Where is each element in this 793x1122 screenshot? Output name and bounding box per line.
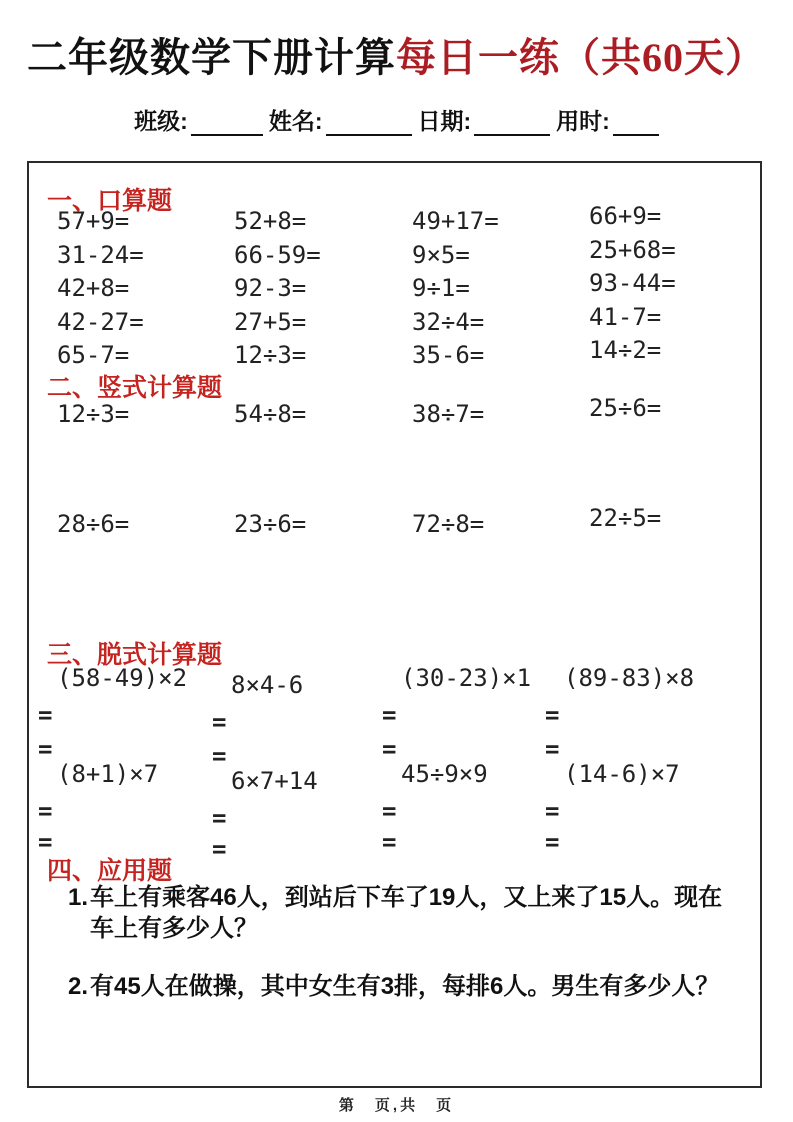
oral-problem: 14÷2= [589,336,662,364]
oral-problem: 25+68= [589,235,676,264]
stepwise-problem [545,664,754,769]
stepwise-expression: (8+1)×7 [57,760,159,788]
time-field [556,103,659,136]
time-label: 用时: [556,108,610,134]
equals-line: = [212,804,227,832]
vertical-problem: 54÷8= [234,400,307,428]
stepwise-problem [382,664,545,769]
stepwise-problem [38,760,212,859]
page-title [0,26,793,83]
stepwise-expression: (14-6)×7 [564,760,680,788]
equals-line: = [545,701,560,729]
word-problem-number: 1. [68,884,89,911]
page-title-red: 每日一练（共60天） [396,35,766,80]
vertical-problem: 72÷8= [412,510,485,538]
worksheet-body [27,161,762,1088]
stepwise-group-1 [38,664,754,769]
vertical-problem: 38÷7= [412,400,485,428]
oral-problem: 65-7= [57,341,130,369]
stepwise-expression: (89-83)×8 [564,664,695,692]
word-problem-text: 有45人在做操，其中女生有3排，每排6人。男生有多少人？ [90,973,720,1000]
word-problem-2 [68,971,738,1002]
oral-problem: 9×5= [412,240,470,269]
stepwise-expression: 45÷9×9 [401,760,488,788]
equals-line: = [212,835,227,863]
stepwise-expression: (30-23)×1 [401,664,532,692]
stepwise-expression: (58-49)×2 [57,664,188,692]
vertical-problem: 23÷6= [234,510,307,538]
stepwise-problem [212,767,382,866]
date-blank [474,110,550,136]
page-title-black: 二年级数学下册计算 [27,35,396,80]
oral-problem: 92-3= [234,274,307,302]
equals-line: = [382,735,397,763]
equals-line: = [382,701,397,729]
stepwise-group-2 [38,760,754,863]
oral-problem: 52+8= [234,207,307,235]
oral-problem: 32÷4= [412,307,485,336]
equals-line: = [212,742,227,770]
vertical-problem: 28÷6= [57,510,130,538]
oral-problem: 42-27= [57,307,144,336]
oral-problem: 66+9= [589,202,662,230]
vertical-problem: 25÷6= [589,394,662,422]
section-heading-word: 四、应用题 [47,858,173,885]
stepwise-expression: 8×4-6 [231,671,304,699]
section-heading-oral: 一、口算题 [47,188,173,215]
equals-line: = [545,828,560,856]
oral-problem: 42+8= [57,274,130,302]
equals-line: = [382,797,397,825]
stepwise-expression: 6×7+14 [231,767,318,795]
oral-problem: 9÷1= [412,274,470,302]
oral-problem: 41-7= [589,302,662,331]
class-field [134,103,263,136]
name-label: 姓名: [268,108,323,134]
vertical-problem: 12÷3= [57,400,130,428]
class-blank [191,110,263,136]
oral-problem: 12÷3= [234,341,307,369]
meta-line [0,103,793,136]
class-label: 班级: [134,108,188,134]
section-heading-vertical: 二、竖式计算题 [47,375,223,402]
oral-problem: 35-6= [412,341,485,369]
stepwise-problem [545,760,754,859]
stepwise-problem [382,760,545,859]
page-footer: 第 页,共 页 [338,1097,455,1114]
vertical-problem-grid [57,394,747,538]
oral-problem: 93-44= [589,269,676,297]
word-problem-number: 2. [68,973,89,1000]
equals-line: = [38,701,53,729]
equals-line: = [545,797,560,825]
vertical-problem: 22÷5= [589,504,662,532]
equals-line: = [38,828,53,856]
name-blank [326,110,412,136]
word-problem-1 [68,882,738,944]
oral-problem-grid [57,202,747,375]
section-heading-stepwise: 三、脱式计算题 [47,642,223,669]
date-field [418,103,551,136]
equals-line: = [545,735,560,763]
equals-line: = [212,708,227,736]
oral-problem: 66-59= [234,240,321,269]
word-problem-text: 车上有乘客46人，到站后下车了19人，又上来了15人。现在车上有多少人？ [90,884,723,942]
name-field [269,103,412,136]
oral-problem: 31-24= [57,240,144,269]
equals-line: = [38,735,53,763]
oral-problem: 49+17= [412,207,499,235]
time-blank [613,110,659,136]
oral-problem: 27+5= [234,307,307,336]
date-label: 日期: [417,108,472,134]
equals-line: = [382,828,397,856]
equals-line: = [38,797,53,825]
stepwise-problem [38,664,212,769]
oral-problem: 57+9= [57,207,130,235]
